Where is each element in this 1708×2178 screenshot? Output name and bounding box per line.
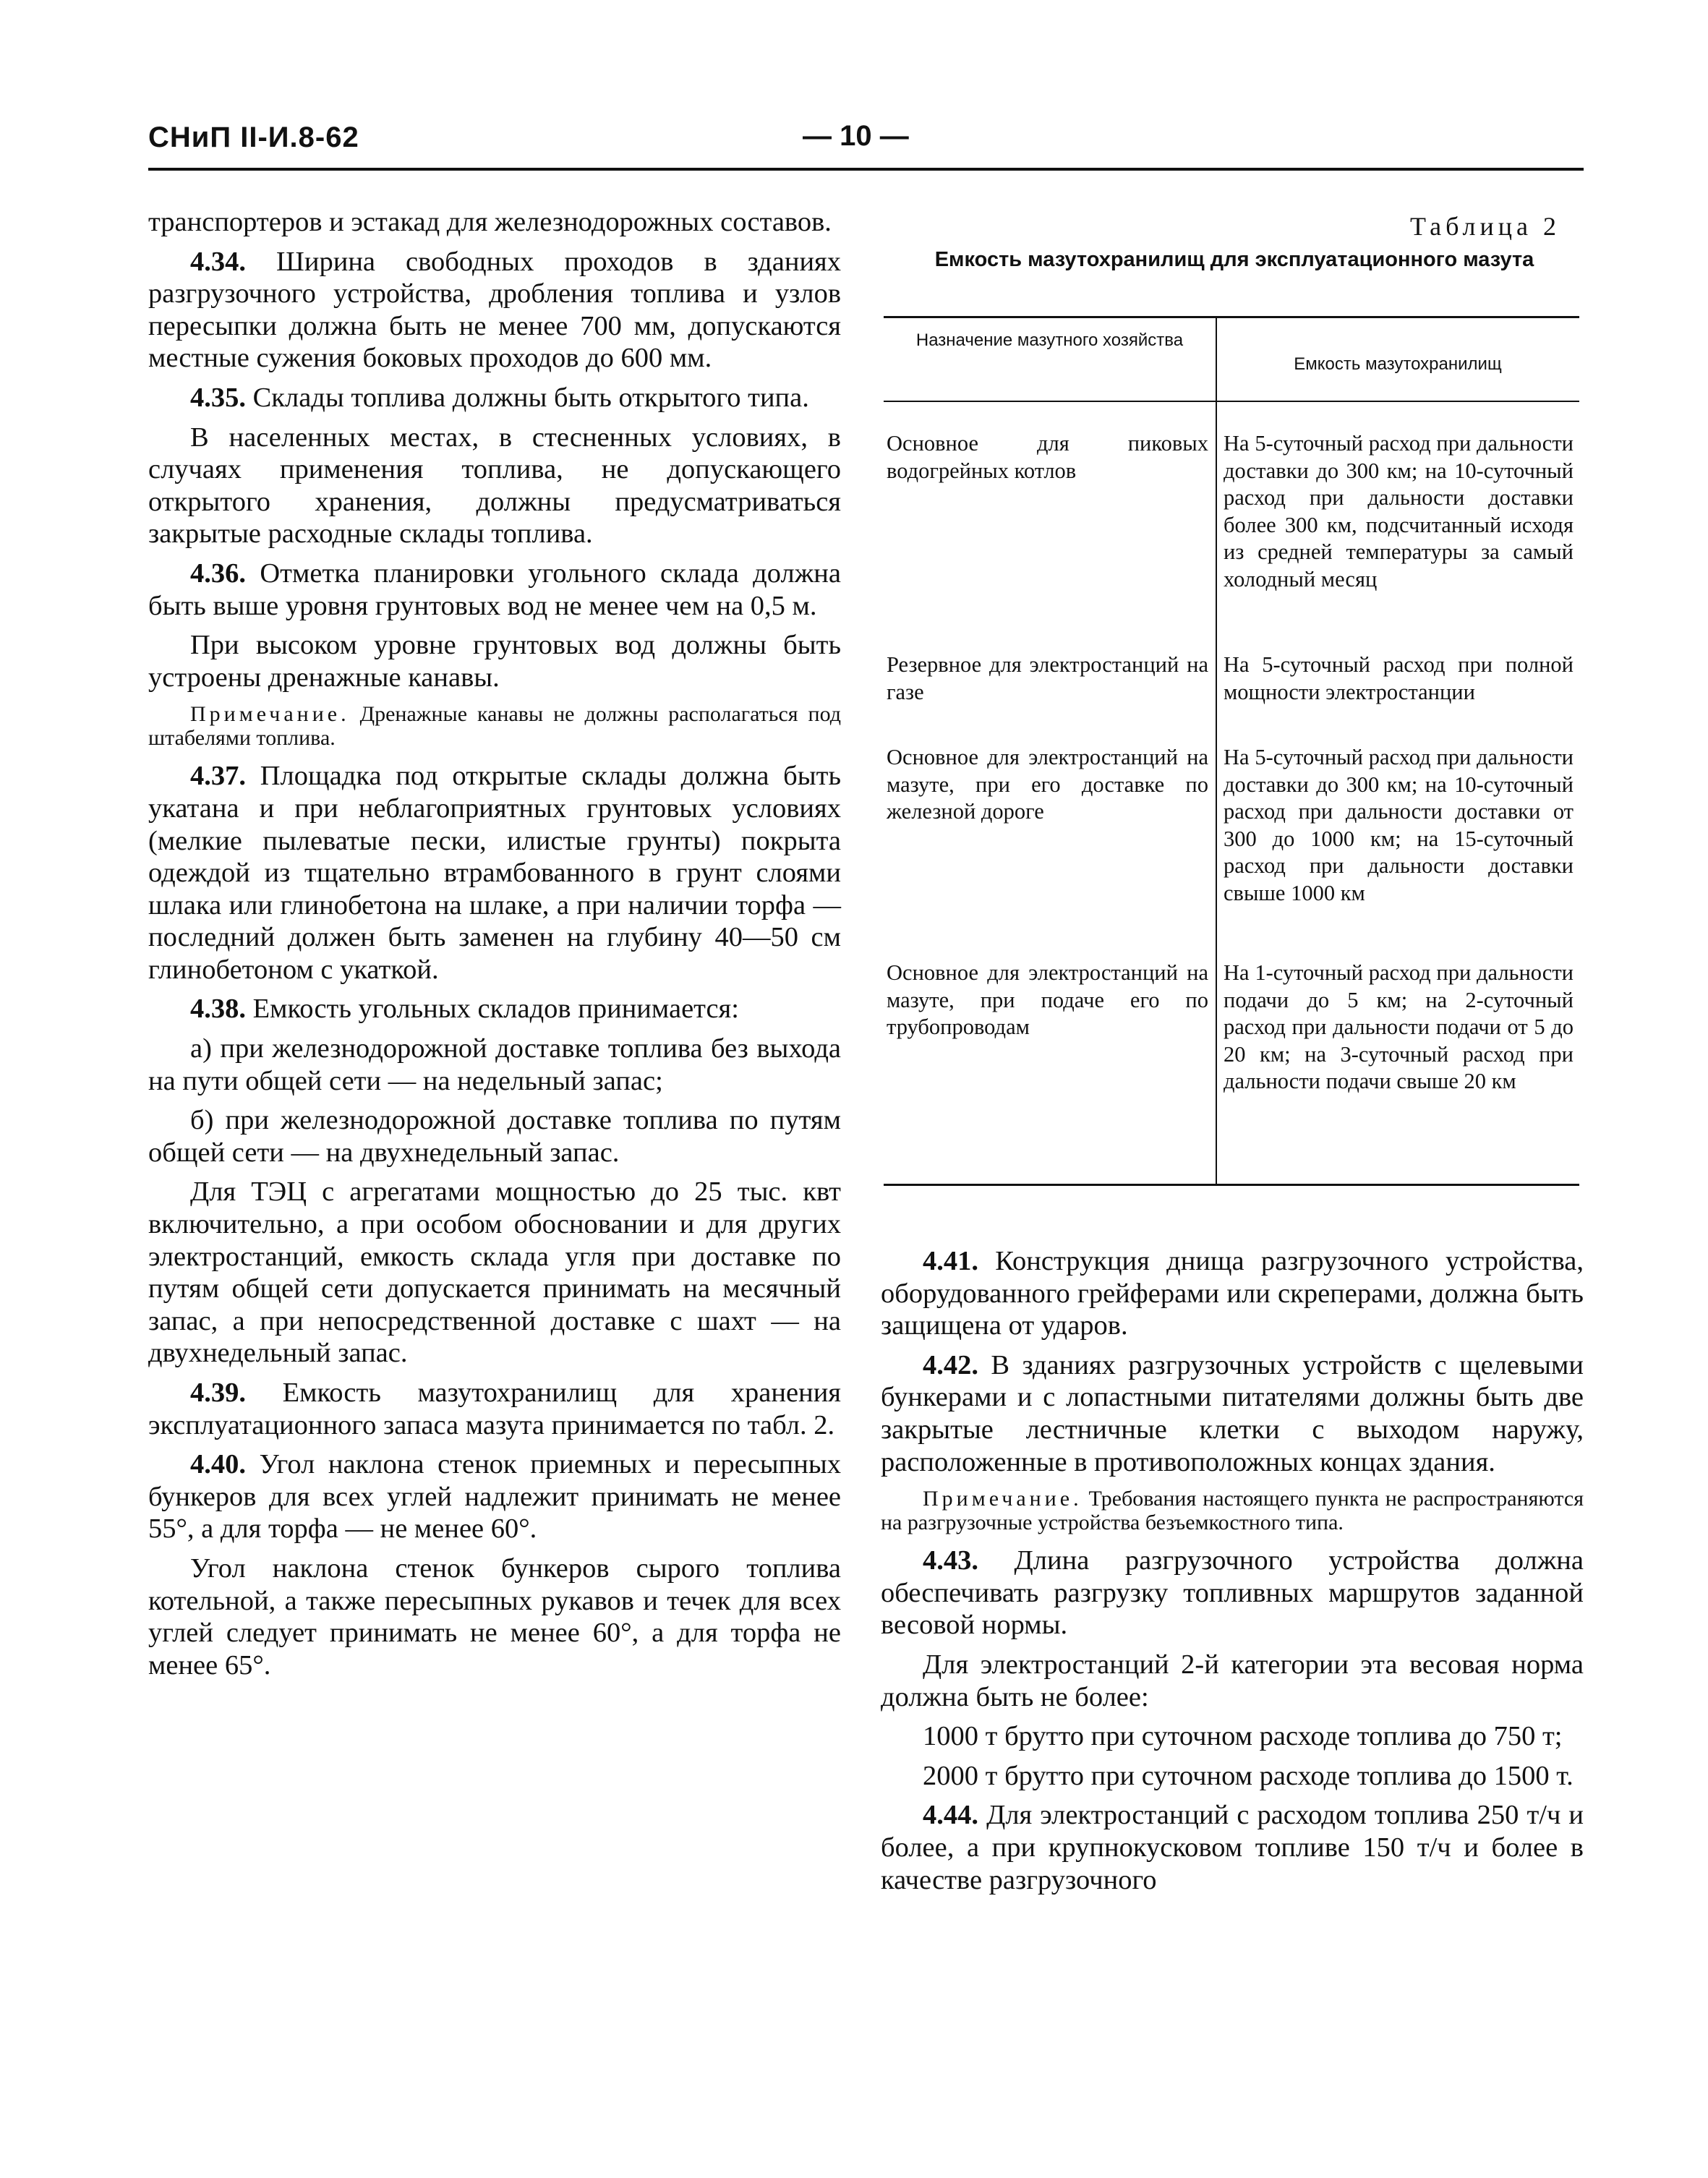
table-header-purpose: Назначение мазутного хозяйства [915, 330, 1184, 350]
clause-text: Угол наклона стенок приемных и пересыпных бункеров для всех углей надлежит принимать не менее 55°, а для торфа — не менее 60°. [148, 1449, 841, 1545]
clause-text: Для электростанций с расходом топлива 250 т/ч и более, а при крупнокусковом топливе 150 т/ч и более в качестве разгрузочного [881, 1800, 1584, 1895]
note-text: Требования настоящего пункта не распространяются на разгрузочные устройства безъемкостного типа. [881, 1487, 1584, 1535]
paragraph-4-38 [148, 993, 841, 1025]
clause-number: 4.44. [923, 1800, 978, 1831]
table-cell-purpose: Основное для пиковых водогрейных котлов [887, 431, 1208, 483]
clause-number: 4.37. [190, 761, 246, 792]
table-cell-purpose: Основное для электростанций на мазуте, при подаче его по трубопроводам [887, 960, 1208, 1039]
table-title: Емкость мазутохранилищ для эксплуатационного мазута [934, 248, 1534, 271]
clause-number: 4.34. [190, 246, 246, 277]
left-column [148, 206, 841, 1681]
table-column-divider [1216, 316, 1217, 1184]
table-cell-capacity: На 5-суточный расход при полной мощности электростанции [1224, 652, 1574, 704]
capacity-table [884, 316, 1579, 1186]
clause-number: 4.39. [190, 1378, 246, 1408]
note-label: Примечание. [190, 702, 350, 727]
paragraph: В населенных местах, в стесненных условиях, в случаях применения топлива, не допускающего открытого хранения, должны предусматриваться закрытые расходные склады топлива. [148, 422, 841, 550]
document-code: СНиП II-И.8-62 [148, 121, 359, 153]
header-rule [148, 168, 1584, 171]
clause-number: 4.36. [190, 558, 246, 589]
right-column [881, 1245, 1584, 1896]
paragraph-4-42 [881, 1349, 1584, 1478]
clause-text: Емкость мазутохранилищ для хранения эксплуатационного запаса мазута принимается по табл. 2. [148, 1378, 842, 1440]
paragraph: транспортеров и эстакад для железнодорожных составов. [148, 207, 832, 237]
note [148, 702, 841, 750]
paragraph: Угол наклона стенок бункеров сырого топлива котельной, а также пересыпных рукавов и течек для всех углей следует принимать не менее 60°, а для торфа не менее 65°. [148, 1553, 841, 1681]
clause-number: 4.40. [190, 1449, 246, 1480]
clause-number: 4.43. [923, 1545, 978, 1576]
clause-text: Емкость угольных складов принимается: [252, 994, 739, 1025]
table-header-rule [884, 401, 1579, 402]
paragraph-4-43 [881, 1545, 1584, 1641]
clause-text: Склады топлива должны быть открытого типа. [252, 382, 809, 413]
clause-number: 4.41. [923, 1246, 978, 1276]
paragraph-4-44 [881, 1799, 1584, 1896]
paragraph-4-34 [148, 246, 841, 375]
paragraph-4-37 [148, 760, 841, 986]
clause-number: 4.38. [190, 994, 246, 1025]
paragraph: Для ТЭЦ с агрегатами мощностью до 25 тыс. квт включительно, а при особом обосновании и для других электростанций, емкость склада угля при доставке по путям общей сети допускается принимать на месячный запас, а при непосредственной доставке с шахт — на двухнедельный запас. [148, 1176, 841, 1369]
paragraph: 1000 т брутто при суточном расходе топлива до 750 т; [923, 1721, 1563, 1752]
table-cell-purpose: Основное для электростанций на мазуте, при его доставке по железной дороге [887, 745, 1208, 824]
list-item: б) при железнодорожной доставке топлива по путям общей сети — на двухнедельный запас. [148, 1105, 841, 1168]
table-cell-capacity: На 5-суточный расход при дальности доставки до 300 км; на 10-суточный расход при дальности доставки от 300 до 1000 км; на 15-суточный расход при дальности доставки свыше 1000 км [1224, 745, 1574, 905]
page-number: — 10 — [803, 120, 909, 152]
paragraph: Для электростанций 2-й категории эта весовая норма должна быть не более: [881, 1649, 1584, 1712]
paragraph-4-39 [148, 1377, 841, 1441]
paragraph: 2000 т брутто при суточном расходе топлива до 1500 т. [923, 1760, 1574, 1791]
note [881, 1487, 1584, 1534]
note-label: Примечание. [923, 1487, 1083, 1511]
clause-text: Отметка планировки угольного склада должна быть выше уровня грунтовых вод не менее чем на 0,5 м. [148, 558, 841, 621]
clause-number: 4.42. [923, 1349, 978, 1380]
paragraph-4-41 [881, 1245, 1584, 1342]
paragraph-4-35 [148, 382, 841, 414]
note-text: Дренажные канавы не должны располагаться под штабелями топлива. [148, 702, 842, 751]
list-item: а) при железнодорожной доставке топлива без выхода на пути общей сети — на недельный запас; [148, 1033, 841, 1096]
paragraph-4-36 [148, 558, 841, 622]
paragraph: При высоком уровне грунтовых вод должны быть устроены дренажные канавы. [148, 630, 841, 693]
paragraph-4-40 [148, 1448, 841, 1545]
clause-text: Ширина свободных проходов в зданиях разгрузочного устройства, дробления топлива и узлов пересыпки должна быть не менее 700 мм, допускаются местные сужения боковых проходов до 600 мм. [148, 246, 842, 374]
table-header-capacity: Емкость мазутохранилищ [1294, 354, 1502, 374]
clause-text: В зданиях разгрузочных устройств с щелевыми бункерами и с лопастными питателями должны быть две закрытые лестничные клетки с выходом наружу, расположенные в противоположных концах здания. [881, 1349, 1584, 1477]
table-cell-purpose: Резервное для электростанций на газе [887, 652, 1208, 704]
table-label: Таблица 2 [1410, 212, 1560, 241]
table-rule-top [884, 316, 1579, 318]
table-cell-capacity: На 5-суточный расход при дальности доставки до 300 км; на 10-суточный расход при дальности доставки более 300 км, подсчитанный исходя из средней температуры за самый холодный месяц [1224, 431, 1574, 592]
clause-text: Конструкция днища разгрузочного устройства, оборудованного грейферами или скреперами, должна быть защищена от ударов. [881, 1246, 1584, 1341]
clause-text: Площадка под открытые склады должна быть укатана и при неблагоприятных грунтовых условиях (мелкие пылеватые пески, илистые грунты) покрыта одеждой из тщательно втрамбованного в грунт слоями шлака или глинобетона на шлаке, а при наличии торфа — последний должен быть заменен на глубину 40—50 см глинобетоном с укаткой. [148, 761, 841, 985]
clause-text: Длина разгрузочного устройства должна обеспечивать разгрузку топливных маршрутов заданной весовой нормы. [881, 1545, 1584, 1641]
table-rule-bottom [884, 1184, 1579, 1186]
clause-number: 4.35. [190, 382, 246, 413]
table-cell-capacity: На 1-суточный расход при дальности подачи до 5 км; на 2-суточный расход при дальности подачи от 5 до 20 км; на 3-суточный расход при дальности подачи свыше 20 км [1224, 960, 1574, 1093]
